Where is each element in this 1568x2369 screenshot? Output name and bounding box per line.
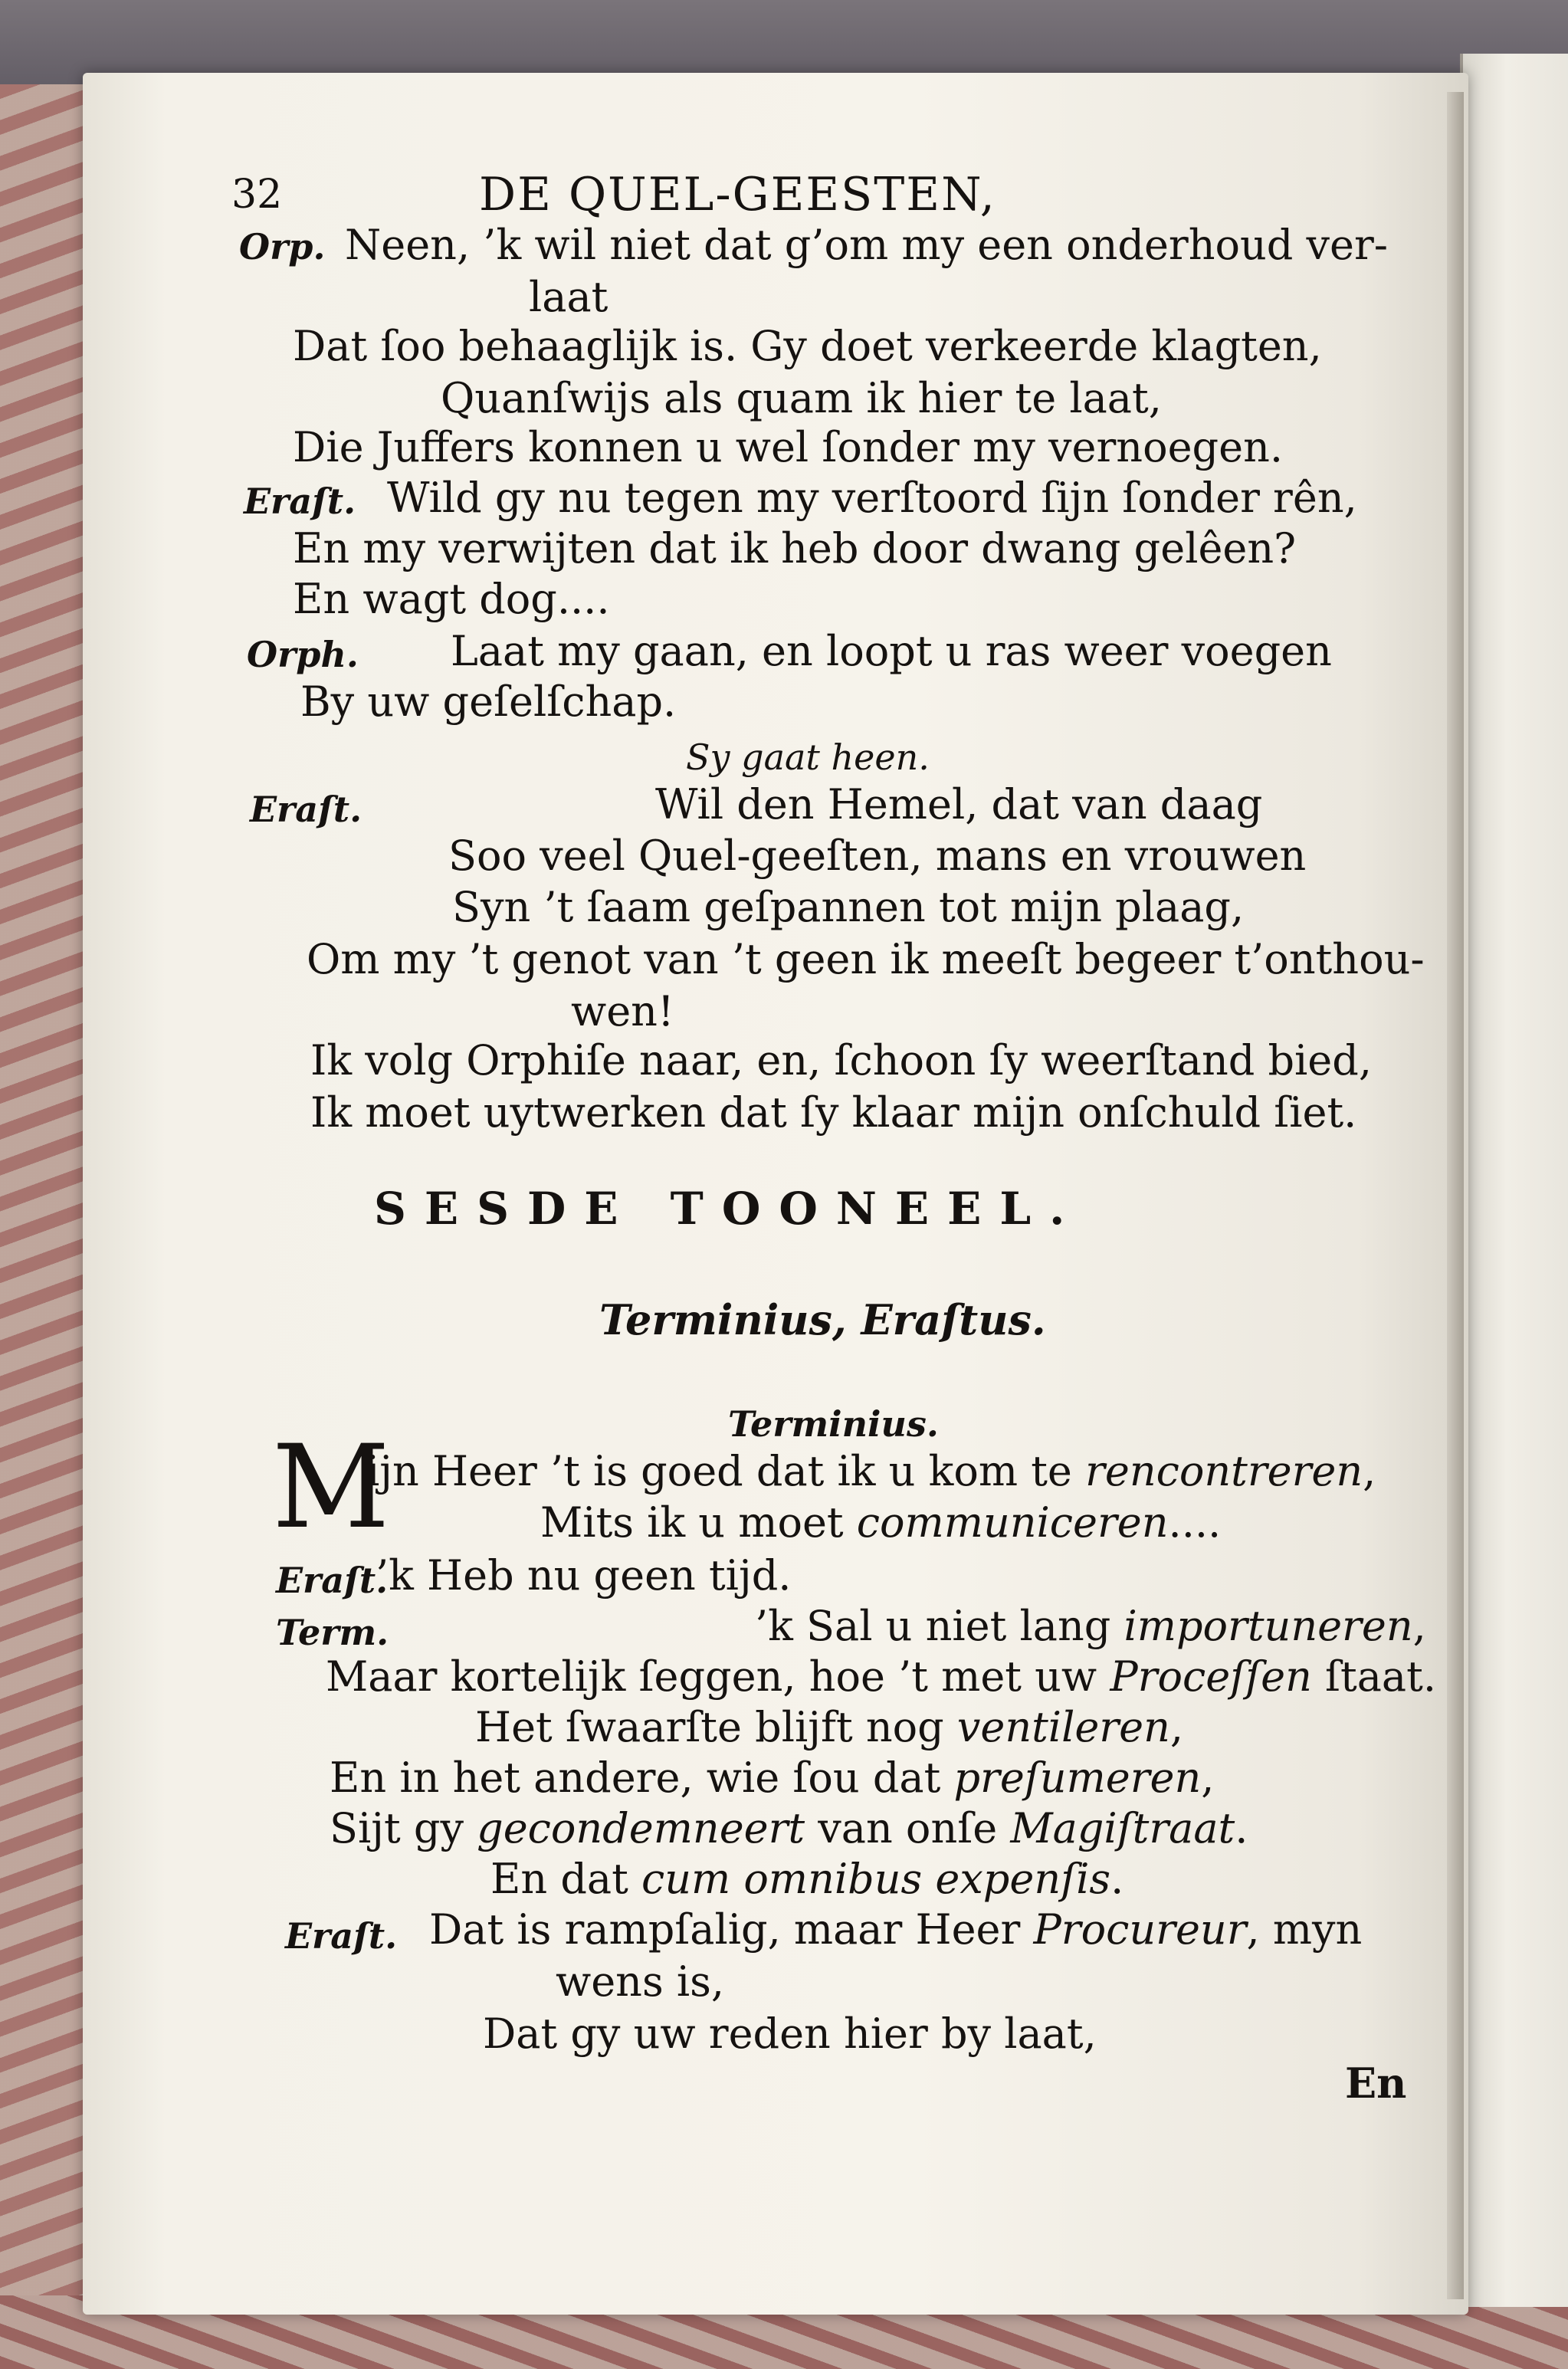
- verse-line: ’k Sal u niet lang importuneren,: [755, 1602, 1426, 1650]
- speaker-orph: Orph.: [247, 634, 359, 675]
- verse-line: En my verwijten dat ik heb door dwang gelêen?: [293, 524, 1297, 573]
- speaker-term: Term.: [276, 1612, 389, 1653]
- scene-cast: Terminius, Eraſtus.: [599, 1295, 1046, 1344]
- verse-line: Sijt gy gecondemneert van onſe Magiſtraat.: [330, 1804, 1248, 1852]
- speaker-erast: Eraſt.: [244, 481, 356, 522]
- verse-line: Neen, ’k wil niet dat g’om my een onderhoud ver-: [345, 221, 1389, 269]
- verse-line: laat: [529, 273, 609, 321]
- verse-line: Het ſwaarſte blijft nog ventileren,: [475, 1703, 1184, 1751]
- speaker-terminius: Terminius.: [728, 1403, 939, 1445]
- verse-line: Wild gy nu tegen my verſtoord ſijn ſonder rên,: [387, 474, 1357, 522]
- verse-line: Ik volg Orphiſe naar, en, ſchoon ſy weerſtand bied,: [310, 1036, 1372, 1084]
- verse-line: Soo veel Quel-geeſten, mans en vrouwen: [448, 832, 1307, 880]
- verse-line: En wagt dog....: [293, 575, 610, 623]
- drop-cap: M: [272, 1421, 390, 1554]
- verse-line: Wil den Hemel, dat van daag: [655, 780, 1263, 828]
- verse-line: Dat ſoo behaaglijk is. Gy doet verkeerde klagten,: [293, 322, 1322, 370]
- stage-direction: Sy gaat heen.: [686, 737, 930, 778]
- page-gutter: [1447, 92, 1464, 2299]
- speaker-erast: Eraſt.: [276, 1560, 389, 1601]
- verse-line: By uw geſelſchap.: [300, 678, 677, 726]
- verse-line: Maar kortelijk ſeggen, hoe ’t met uw Proceſſen ſtaat.: [326, 1652, 1436, 1701]
- verse-line: Dat gy uw reden hier by laat,: [483, 2010, 1097, 2058]
- verse-line: En dat cum omnibus expenſis.: [490, 1855, 1124, 1903]
- verse-line: wens is,: [556, 1957, 724, 2006]
- catchword: En: [1345, 2059, 1407, 2108]
- page-number: 32: [231, 172, 283, 218]
- verse-line: Mits ik u moet communiceren....: [540, 1498, 1222, 1547]
- verse-line: Syn ’t ſaam geſpannen tot mijn plaag,: [452, 883, 1245, 931]
- verse-line: Ik moet uytwerken dat ſy klaar mijn onſchuld ſiet.: [310, 1088, 1357, 1137]
- marbled-cover-left: [0, 84, 92, 2369]
- scene-title: SESDE TOONEEL.: [374, 1183, 1084, 1235]
- verse-line: Quanſwijs als quam ik hier te laat,: [441, 374, 1162, 422]
- verse-line: ’k Heb nu geen tijd.: [376, 1551, 792, 1600]
- running-head: DE QUEL-GEESTEN,: [479, 168, 996, 221]
- verse-line: wen!: [571, 987, 674, 1035]
- speaker-orp: Orp.: [239, 226, 326, 267]
- verse-line: En in het andere, wie ſou dat preſumeren,: [330, 1754, 1215, 1802]
- verse-line: ijn Heer ’t is goed dat ik u kom te rencontreren,: [366, 1447, 1376, 1495]
- verse-line: Om my ’t genot van ’t geen ik meeſt begeer t’onthou-: [307, 935, 1425, 983]
- facing-page-edge: [1460, 54, 1568, 2307]
- verse-line: Dat is rampſalig, maar Heer Procureur, myn: [429, 1905, 1363, 1954]
- speaker-erast: Eraſt.: [285, 1915, 398, 1957]
- verse-line: Laat my gaan, en loopt u ras weer voegen: [451, 627, 1332, 675]
- speaker-erast: Eraſt.: [250, 789, 362, 830]
- verse-line: Die Juffers konnen u wel ſonder my vernoegen.: [293, 423, 1284, 471]
